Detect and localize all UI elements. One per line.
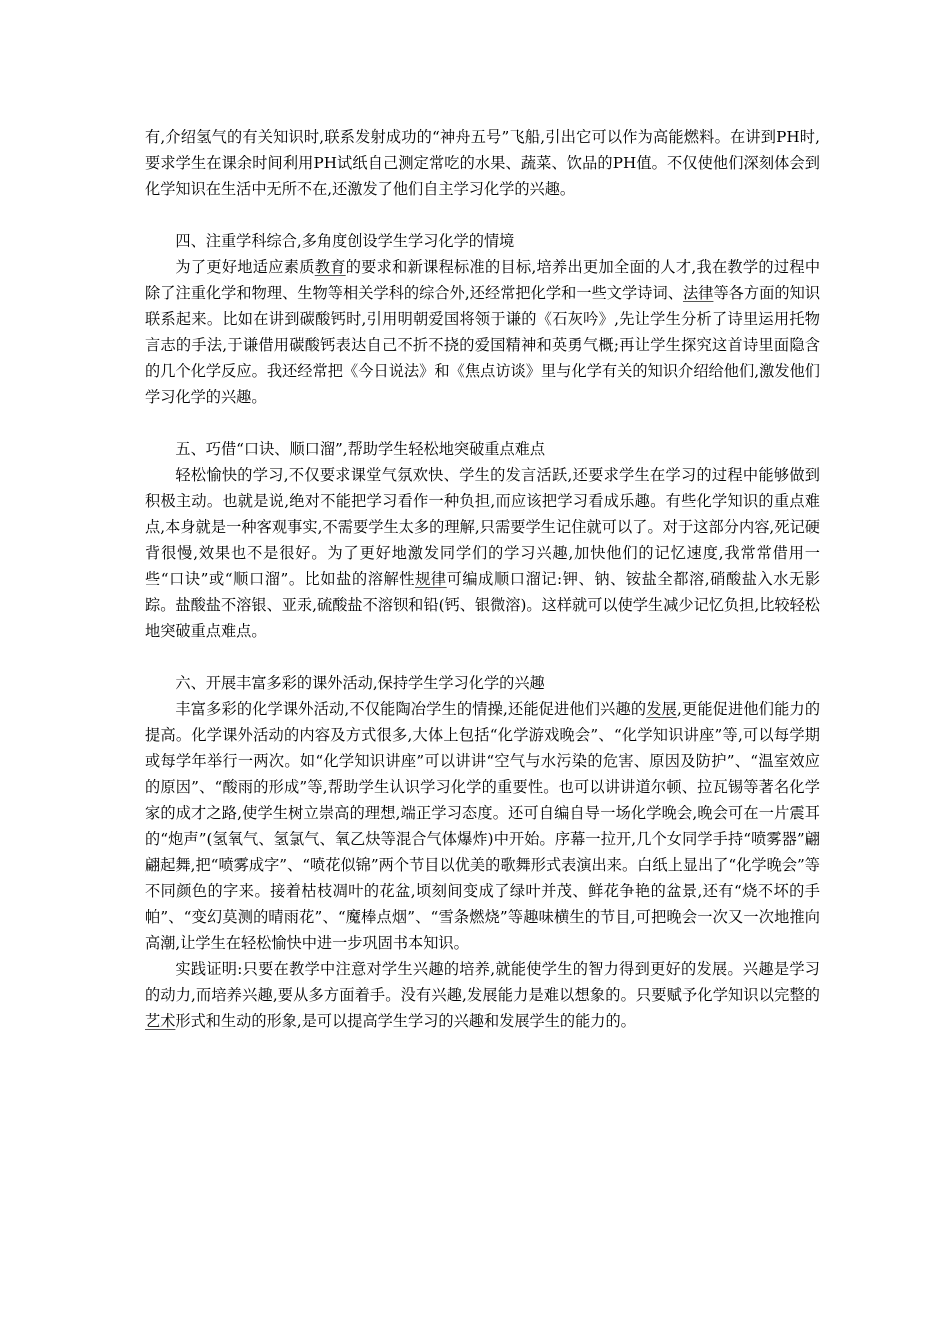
paragraph-text: 形式和生动的形象,是可以提高学生学习的兴趣和发展学生的能力的。	[175, 1012, 636, 1030]
paragraph-intro-continued	[145, 124, 820, 202]
paragraph-section-5	[145, 462, 820, 644]
paragraph-section-6	[145, 696, 820, 956]
link-development[interactable]: 发展	[646, 700, 677, 718]
paragraph-text: 的要求和新课程标准的目标,培养出更加全面的人才,我在教学的过程中除了注重化学和物理、生物等相关学科的综合外,还经常把化学和一些文学诗词、	[145, 258, 821, 302]
link-art[interactable]: 艺术	[145, 1012, 176, 1030]
spacer	[145, 410, 820, 436]
paragraph-text: 有,介绍氢气的有关知识时,联系发射成功的“神舟五号”飞船,引出它可以作为高能燃料。在讲到PH时,要求学生在课余时间利用PH试纸自己测定常吃的水果、蔬菜、饮品的PH值。不仅使他们深刻体会到化学知识在生活中无所不在,还激发了他们自主学习化学的兴趣。	[145, 128, 820, 198]
link-rule[interactable]: 规律	[415, 570, 447, 588]
link-education[interactable]: 教育	[314, 258, 346, 276]
document-page	[145, 124, 820, 1034]
paragraph-text: 轻松愉快的学习,不仅要求课堂气氛欢快、学生的发言活跃,还要求学生在学习的过程中能够做到积极主动。也就是说,绝对不能把学习看作一种负担,而应该把学习看成乐趣。有些化学知识的重点难点,本身就是一种客观事实,不需要学生太多的理解,只需要学生记住就可以了。对于这部分内容,死记硬背很慢,效果也不是很好。为了更好地激发同学们的学习兴趣,加快他们的记忆速度,我常常借用一些“口诀”或“顺口溜”。比如盐的溶解性	[145, 466, 820, 588]
spacer	[145, 202, 820, 228]
section-heading-4: 四、注重学科综合,多角度创设学生学习化学的情境	[175, 232, 515, 250]
paragraph-text: 等各方面的知识联系起来。比如在讲到碳酸钙时,引用明朝爱国将领于谦的《石灰吟》,先让学生分析了诗里运用托物言志的手法,于谦借用碳酸钙表达自己不折不挠的爱国精神和英勇气概;再让学生探究这首诗里面隐含的几个化学反应。我还经常把《今日说法》和《焦点访谈》里与化学有关的知识介绍给他们,激发他们学习化学的兴趣。	[145, 284, 821, 406]
paragraph-text: 丰富多彩的化学课外活动,不仅能陶冶学生的情操,还能促进他们兴趣的	[175, 700, 647, 718]
spacer	[145, 644, 820, 670]
paragraph-section-4	[145, 254, 820, 410]
section-heading-5: 五、巧借“口诀、顺口溜”,帮助学生轻松地突破重点难点	[175, 440, 546, 458]
paragraph-conclusion	[145, 956, 820, 1034]
paragraph-text: 实践证明:只要在教学中注意对学生兴趣的培养,就能使学生的智力得到更好的发展。兴趣是学习的动力,而培养兴趣,要从多方面着手。没有兴趣,发展能力是难以想象的。只要赋予化学知识以完整的	[145, 960, 820, 1004]
section-heading-6: 六、开展丰富多彩的课外活动,保持学生学习化学的兴趣	[175, 674, 545, 692]
link-law[interactable]: 法律	[682, 284, 714, 302]
paragraph-text: ,更能促进他们能力的提高。化学课外活动的内容及方式很多,大体上包括“化学游戏晚会”、“化学知识讲座”等,可以每学期或每学年举行一两次。如“化学知识讲座”可以讲讲“空气与水污染的危害、原因及防护”、“温室效应的原因”、“酸雨的形成”等,帮助学生认识学习化学的重要性。也可以讲讲道尔顿、拉瓦锡等著名化学家的成才之路,使学生树立崇高的理想,端正学习态度。还可自编自导一场化学晚会,晚会可在一片震耳的“炮声”(氢氧气、氢氯气、氧乙炔等混合气体爆炸)中开始。序幕一拉开,几个女同学手持“喷雾器”翩翩起舞,把“喷雾成字”、“喷花似锦”两个节目以优美的歌舞形式表演出来。白纸上显出了“化学晚会”等不同颜色的字来。接着枯枝凋叶的花盆,顷刻间变成了绿叶并茂、鲜花争艳的盆景,还有“烧不坏的手帕”、“变幻莫测的晴雨花”、“魔棒点烟”、“雪条燃烧”等趣味横生的节目,可把晚会一次又一次地推向高潮,让学生在轻松愉快中进一步巩固书本知识。	[145, 700, 821, 952]
paragraph-text: 为了更好地适应素质	[175, 258, 315, 276]
paragraph-text: 可编成顺口溜记:钾、钠、铵盐全都溶,硝酸盐入水无影踪。盐酸盐不溶银、亚汞,硫酸盐不溶钡和铅(钙、银微溶)。这样就可以使学生减少记忆负担,比较轻松地突破重点难点。	[145, 570, 821, 640]
